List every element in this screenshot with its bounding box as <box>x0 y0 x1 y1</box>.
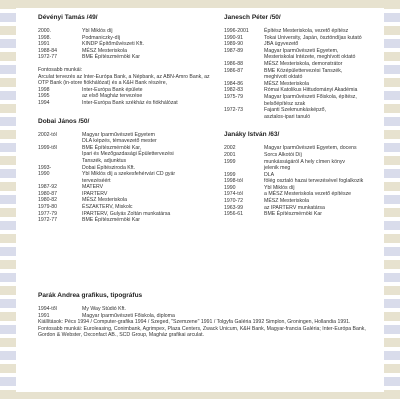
bio-row: 1998 Inter-Európa Bank épülete <box>38 86 143 93</box>
bio-row: meghívott oktató <box>264 74 303 81</box>
bio-row: 1980-87 IPARTERV <box>38 190 108 197</box>
works-paragraph: Arculat tervezés az Inter-Európa Bank, a Népbank, az ABN-Amro Bank, az OTP Bank (in-store fiókhálózat) és a K&H Bank részére, <box>38 73 210 87</box>
bio-row: Ipari és Mezőgazdasági Épülettervezési <box>82 151 174 158</box>
bio-heading: Janáky István /63/ <box>224 131 280 139</box>
bio-row: tervezéséért <box>82 177 111 184</box>
bio-row: 1998-tól fölég osztaló hazai tervezésével foglalkozik <box>224 178 364 185</box>
bio-row: 1982-83 Római Katolikus Hittudományi Akadémia <box>224 87 358 94</box>
document-page <box>16 8 384 392</box>
bio-row: 1990 Ybl Miklós díj <box>224 184 295 191</box>
bio-janaky <box>224 131 384 218</box>
bio-row: 1990-91 Tokai University, Japán, ösztöndíjas kutató <box>224 34 362 41</box>
bio-row: Tanszék, adjunktus <box>82 157 127 164</box>
bio-row: 1993- Dobai Építésziroda Kft. <box>38 164 136 171</box>
bio-row: 2002 Magyar Iparművészeti Egyetem, docens <box>224 145 357 152</box>
right-column <box>224 14 384 229</box>
bio-row: 1984-86 MÉSZ Mesteriskola <box>224 80 309 87</box>
bio-janesch <box>224 14 384 120</box>
works-intro: Fontosabb munkái: <box>38 66 83 73</box>
bio-row: 1970-72 MÉSZ Mesteriskola <box>224 198 309 205</box>
bio-parak <box>38 292 374 339</box>
bio-row: 1989-90 JBA ügyvezető <box>224 41 299 48</box>
bio-row: 1994 Inter-Európa Bank székház és fiókhálózat <box>38 99 178 106</box>
bio-row: 1999 munkásságáról A hely címen könyv <box>224 158 346 165</box>
bio-row: asztalos-ipari tanuló <box>264 113 311 120</box>
bio-dobai <box>38 118 218 224</box>
bio-heading: Dobai János /50/ <box>38 117 90 125</box>
bio-row: DLA képzés, témavezető mester <box>82 138 157 145</box>
bio-row: 1991 KINDP Építőművészeti Kft. <box>38 41 144 48</box>
exhibitions-paragraph: Kiállítások: Pécs 1994 / Computer-grafika 1994 / Szeged, "Szemzene" 1991 / Tolgyfa Galéria 1992 Simplon, Groningen, Hollandia 1991. Fontosabb munkái: Euroleasing, Conimbank, Agrimpex, Plaza Centers, Zwack Unicum, K&H Bank, Magyar-francia Galéria; Inter-Európa Bank, Gordon & Webster, Oxconfact AB., SCD Group, Magház grafikai arculat. <box>38 319 366 339</box>
bio-row: 1963-99 az IPARTERV munkatársa <box>224 204 325 211</box>
bio-row: 1980-82 MÉSZ Mesteriskola <box>38 197 127 204</box>
bio-row: jelenik meg <box>264 165 291 172</box>
bio-row: 1995 az első Magház tervezése <box>38 93 143 100</box>
bio-heading: Janesch Péter /50/ <box>224 14 281 21</box>
bio-row: 1986-87 BME Középülettervezési Tanszék, <box>224 67 343 74</box>
bio-row: 1979-80 ÉSZAKTERV, Miskolc <box>38 204 133 211</box>
bio-row: belsőépítész szak <box>264 100 306 107</box>
bio-row: 1986-88 MÉSZ Mesteriskola, demonstrátor <box>224 60 343 67</box>
bio-row: 1987-92 MATERV <box>38 184 104 191</box>
bio-row: 1991 Magyar Iparművészeti Főiskola, diploma <box>38 312 175 319</box>
bio-row: 1972-77 BME Építészmérnöki Kar <box>38 217 140 224</box>
bio-row: 1996-2001 Építész Mesteriskola, vezető építész <box>224 28 349 34</box>
bio-row: 1990 Ybl Miklós díj a szekesfehérvári CD gyár <box>38 171 176 178</box>
bio-row: 1972-77 BME Építészmérnöki Kar <box>38 54 140 61</box>
bio-devenyi <box>38 14 218 107</box>
bio-row: 2000. Ybl Miklós díj <box>38 28 113 34</box>
bio-row: 1988-84 MÉSZ Mesteriskola <box>38 47 127 54</box>
left-column <box>38 14 218 235</box>
bio-row: 1998. Podmaniczky-díj <box>38 34 121 41</box>
bio-row: 2002-tól Magyar Iparművészeti Egyetem <box>38 131 155 138</box>
bio-row: Mesteriskolai Intézete, meghívott oktató <box>264 54 356 61</box>
bio-heading: Parák Andrea grafikus, tipográfus <box>38 292 143 299</box>
bio-row: 1972-73 Fajanti Szekmunkásképző, <box>224 107 326 114</box>
bio-row: 1987-89 Magyar Iparművészeti Egyetem, <box>224 47 339 54</box>
bio-row: 1994-től My Way Stúdió Kft. <box>38 306 126 312</box>
bio-row: 1975-79 Magyar Iparművészeti Főiskola, építész, <box>224 93 357 100</box>
bio-row: 1977-79 IPARTERV, Gulyás Zoltán munkatársa <box>38 210 171 217</box>
bio-heading: Dévényi Tamás /49/ <box>38 14 98 21</box>
bio-row: 1999 DLA <box>224 171 275 178</box>
bio-row: 2001 Sorcs Alkotói Díj <box>224 151 302 158</box>
bio-row: 1956-61 BME Építészmérnöki Kar <box>224 211 322 218</box>
bio-row: 1974-tól a MÉSZ Mesteriskola vezető építésze <box>224 191 352 198</box>
bio-row: 1999-től BME Építészmérnöki Kar, <box>38 144 142 151</box>
